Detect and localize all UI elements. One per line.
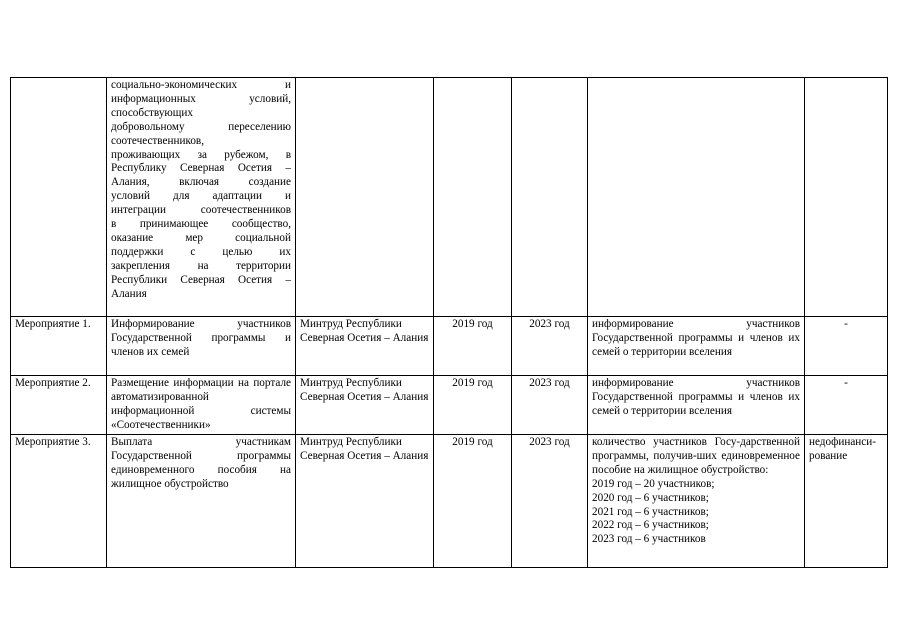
cell-executor	[296, 78, 434, 317]
cell-end-year: 2023 год	[512, 376, 588, 435]
text-line: способствующих	[111, 106, 193, 119]
text-line: Алания	[111, 287, 147, 300]
cell-end-year	[512, 78, 588, 317]
text-line: Республику Северная Осетия –	[111, 162, 291, 175]
cell-activity-number	[11, 78, 107, 317]
cell-activity-name: Размещение информации на портале автоматизированной информационной системы «Соотечественники»	[107, 376, 296, 435]
cell-activity-name: Информирование участников Государственной программы и членов их семей	[107, 317, 296, 376]
cell-activity-number: Мероприятие 2.	[11, 376, 107, 435]
cell-end-year: 2023 год	[512, 435, 588, 568]
text-line: в принимающее сообщество,	[111, 218, 291, 231]
cell-consequences: недофинанси-рование	[805, 435, 888, 568]
cell-start-year: 2019 год	[434, 317, 512, 376]
text-line: информационных условий,	[111, 92, 291, 105]
result-item: 2022 год – 6 участников;	[592, 519, 709, 532]
text-line: социально-экономических и	[111, 79, 291, 91]
cell-executor: Минтруд Республики Северная Осетия – Алания	[296, 435, 434, 568]
text-line: Алания, включая создание	[111, 176, 291, 189]
cell-activity-name: Выплата участникам Государственной программы единовременного пособия на жилищное обустройство	[107, 435, 296, 568]
result-item: 2020 год – 6 участников;	[592, 491, 709, 504]
table-row	[11, 317, 888, 376]
cell-consequences	[805, 78, 888, 317]
cell-executor: Минтруд Республики Северная Осетия – Алания	[296, 317, 434, 376]
text-line: условий для адаптации и	[111, 190, 291, 203]
text-line: соотечественников,	[111, 134, 204, 147]
cell-expected-result	[588, 78, 805, 317]
cell-activity-number: Мероприятие 1.	[11, 317, 107, 376]
text-line: закрепления на территории	[111, 259, 291, 272]
cell-consequences: -	[805, 317, 888, 376]
table-row	[11, 435, 888, 568]
table-row	[11, 78, 888, 317]
cell-expected-result: информирование участников Государственной программы и членов их семей о территории вселения	[588, 317, 805, 376]
text-line: поддержки с целью их	[111, 245, 291, 258]
text-line: добровольному переселению	[111, 120, 291, 133]
cell-start-year	[434, 78, 512, 317]
cell-expected-result	[588, 435, 805, 568]
activities-table	[10, 77, 888, 568]
result-description: количество участников Госу-дарственной программы, получив-ших единовременное пособие на жилищное обустройство:	[592, 436, 800, 476]
text-line: проживающих за рубежом, в	[111, 148, 291, 161]
result-item: 2021 год – 6 участников;	[592, 505, 709, 518]
cell-expected-result: информирование участников Государственной программы и членов их семей о территории вселения	[588, 376, 805, 435]
cell-activity-name	[107, 78, 296, 317]
cell-end-year: 2023 год	[512, 317, 588, 376]
text-line: интеграции соотечественников	[111, 204, 291, 217]
cell-executor: Минтруд Республики Северная Осетия – Алания	[296, 376, 434, 435]
cell-activity-number: Мероприятие 3.	[11, 435, 107, 568]
cell-start-year: 2019 год	[434, 435, 512, 568]
cell-start-year: 2019 год	[434, 376, 512, 435]
result-item: 2019 год – 20 участников;	[592, 477, 715, 490]
result-item: 2023 год – 6 участников	[592, 533, 706, 546]
text-line: оказание мер социальной	[111, 231, 291, 244]
text-line: Республики Северная Осетия –	[111, 273, 291, 286]
cell-consequences: -	[805, 376, 888, 435]
table-row	[11, 376, 888, 435]
